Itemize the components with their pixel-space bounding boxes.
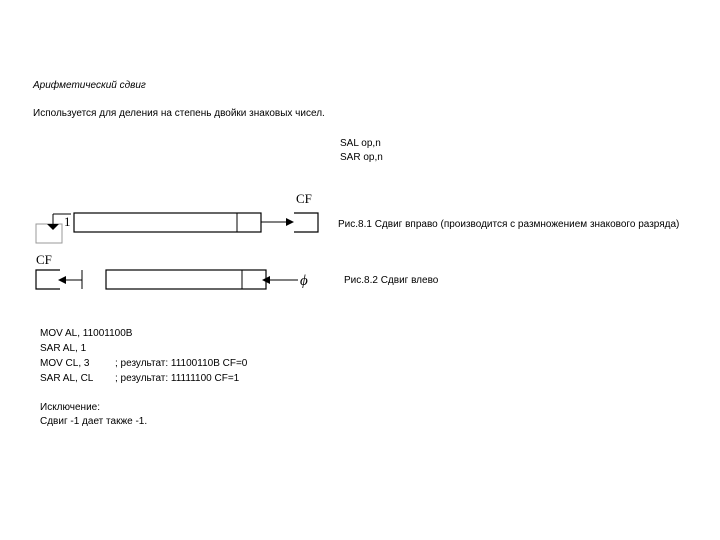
zero-input-label: ϕ bbox=[300, 273, 308, 289]
cf-label-2: CF bbox=[36, 252, 52, 267]
cf-box-2 bbox=[36, 270, 60, 289]
code-comment: ; результат: 11100110B CF=0 bbox=[115, 358, 248, 369]
figure-8-2-caption: Рис.8.2 Сдвиг влево bbox=[344, 275, 439, 286]
code-line-1 bbox=[40, 328, 133, 339]
code-instruction: MOV AL, 11001100B bbox=[40, 328, 133, 339]
syntax-line-sal: SAL op,n bbox=[340, 138, 381, 149]
exception-heading: Исключение: bbox=[40, 402, 101, 413]
section-title: Арифметический сдвиг bbox=[33, 80, 146, 91]
code-line-4 bbox=[40, 373, 239, 384]
code-comment: ; результат: 11111100 CF=1 bbox=[115, 373, 240, 384]
cf-label-1: CF bbox=[296, 191, 312, 206]
code-instruction: SAR AL, CL bbox=[40, 373, 94, 384]
code-instruction: MOV CL, 3 bbox=[40, 358, 90, 369]
exception-text: Сдвиг -1 дает также -1. bbox=[40, 416, 148, 427]
figure-8-2-diagram bbox=[36, 270, 298, 289]
figure-8-1-diagram bbox=[36, 213, 318, 243]
figure-8-1-caption: Рис.8.1 Сдвиг вправо (производится с размножением знакового разряда) bbox=[338, 219, 680, 230]
code-line-2 bbox=[40, 343, 115, 354]
register-box-1 bbox=[74, 213, 261, 232]
bit-label: 1 bbox=[64, 214, 71, 229]
section-description: Используется для деления на степень двойки знаковых чисел. bbox=[33, 108, 325, 119]
syntax-line-sar: SAR op,n bbox=[340, 152, 383, 163]
sign-copy-box bbox=[36, 224, 62, 243]
cf-box-1 bbox=[294, 213, 318, 232]
code-instruction: SAR AL, 1 bbox=[40, 343, 87, 354]
code-line-3 bbox=[40, 358, 247, 369]
